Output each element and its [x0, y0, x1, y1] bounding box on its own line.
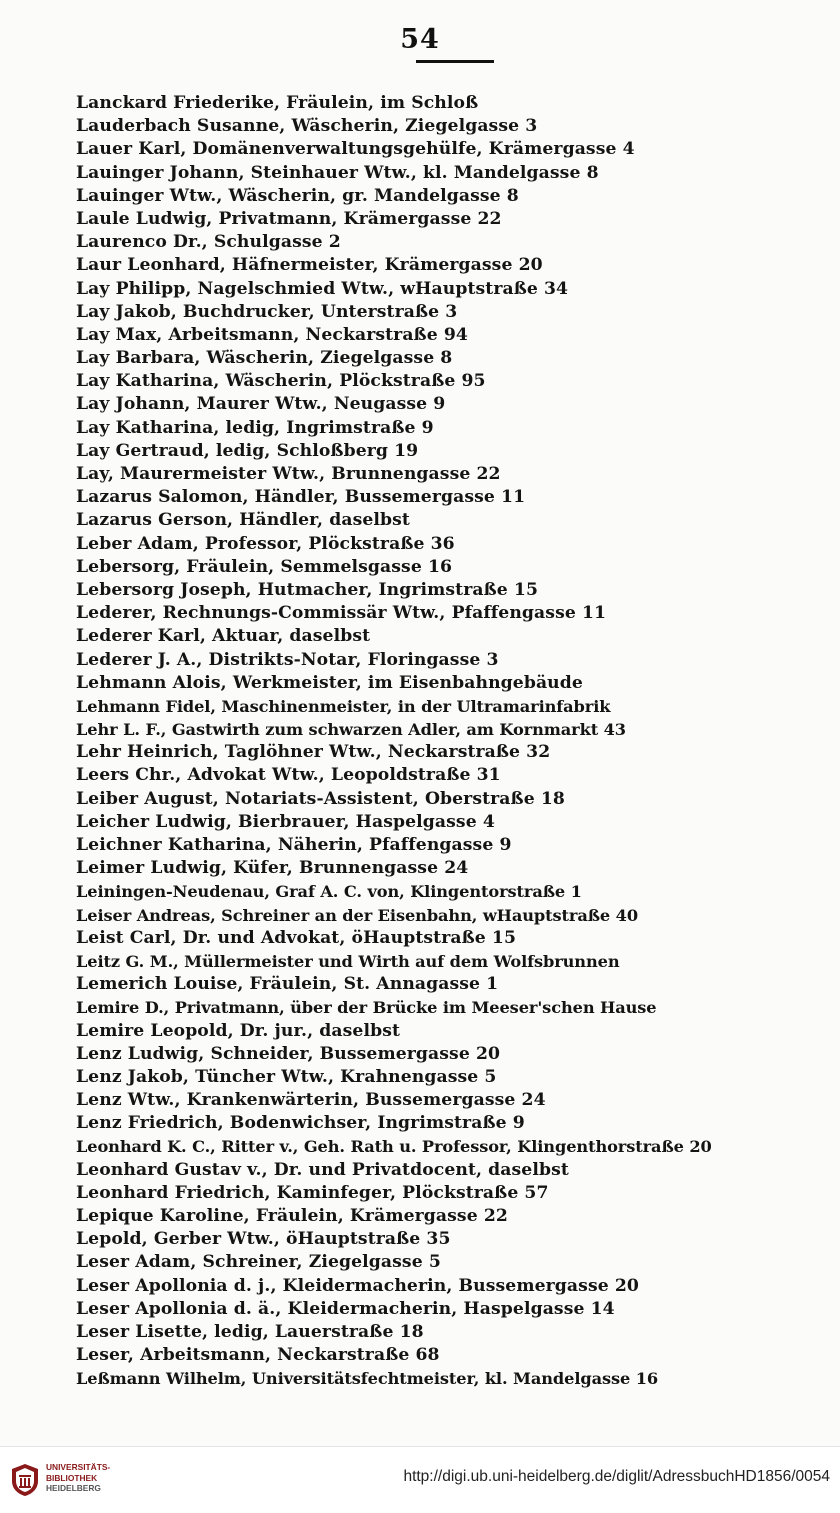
address-entry: Lauinger Johann, Steinhauer Wtw., kl. Mandelgasse 8 [76, 162, 599, 183]
page-number: 54 [400, 24, 440, 55]
address-entry: Lederer, Rechnungs-Commissär Wtw., Pfaffengasse 11 [76, 603, 607, 624]
address-entry: Lehmann Fidel, Maschinenmeister, in der Ultramarinfabrik [76, 696, 611, 716]
address-list [76, 92, 816, 1391]
address-entry: Leicher Ludwig, Bierbrauer, Haspelgasse 4 [76, 811, 495, 832]
address-entry: Lebersorg, Fräulein, Semmelsgasse 16 [76, 556, 453, 577]
address-entry: Leiningen-Neudenau, Graf A. C. von, Klingentorstraße 1 [76, 882, 582, 902]
address-entry: Leitz G. M., Müllermeister und Wirth auf dem Wolfsbrunnen [76, 951, 620, 971]
address-entry: Lay Johann, Maurer Wtw., Neugasse 9 [76, 394, 446, 415]
source-url-link[interactable]: http://digi.ub.uni-heidelberg.de/diglit/AdressbuchHD1856/0054 [403, 1468, 830, 1485]
address-entry: Lauinger Wtw., Wäscherin, gr. Mandelgasse 8 [76, 185, 519, 206]
address-entry: Lederer Karl, Aktuar, daselbst [76, 626, 371, 647]
address-entry: Lay Barbara, Wäscherin, Ziegelgasse 8 [76, 348, 453, 369]
address-entry: Lepold, Gerber Wtw., öHauptstraße 35 [76, 1229, 451, 1250]
address-entry: Lemire Leopold, Dr. jur., daselbst [76, 1020, 401, 1041]
library-logo-text [46, 1462, 110, 1494]
logo-line: BIBLIOTHEK [46, 1472, 98, 1483]
address-entry: Leonhard Friedrich, Kaminfeger, Plöckstraße 57 [76, 1182, 549, 1203]
address-entry: Leimer Ludwig, Küfer, Brunnengasse 24 [76, 858, 469, 879]
address-entry: Lanckard Friederike, Fräulein, im Schloß [76, 93, 479, 113]
address-entry: Lehmann Alois, Werkmeister, im Eisenbahngebäude [76, 672, 583, 693]
address-entry: Laule Ludwig, Privatmann, Krämergasse 22 [76, 208, 502, 229]
address-entry: Lehr Heinrich, Taglöhner Wtw., Neckarstraße 32 [76, 742, 551, 763]
address-entry: Lazarus Salomon, Händler, Bussemergasse 11 [76, 487, 526, 508]
address-entry: Leiber August, Notariats-Assistent, Oberstraße 18 [76, 788, 565, 809]
address-entry: Leonhard K. C., Ritter v., Geh. Rath u. Professor, Klingenthorstraße 20 [76, 1137, 712, 1157]
address-entry: Leser Adam, Schreiner, Ziegelgasse 5 [76, 1252, 441, 1273]
logo-line: HEIDELBERG [46, 1483, 101, 1493]
address-entry: Leichner Katharina, Näherin, Pfaffengasse 9 [76, 835, 512, 855]
address-entry: Laurenco Dr., Schulgasse 2 [76, 232, 341, 253]
address-entry: Lay Katharina, ledig, Ingrimstraße 9 [76, 417, 434, 438]
address-entry: Lay Max, Arbeitsmann, Neckarstraße 94 [76, 324, 468, 345]
address-entry: Lay, Maurermeister Wtw., Brunnengasse 22 [76, 464, 501, 484]
address-entry: Leßmann Wilhelm, Universitätsfechtmeister, kl. Mandelgasse 16 [76, 1369, 659, 1389]
logo-line: UNIVERSITÄTS- [46, 1462, 111, 1472]
address-entry: Leser Apollonia d. ä., Kleidermacherin, Haspelgasse 14 [76, 1298, 615, 1319]
address-entry: Lebersorg Joseph, Hutmacher, Ingrimstraße 15 [76, 579, 539, 600]
address-entry: Laur Leonhard, Häfnermeister, Krämergasse 20 [76, 255, 543, 276]
address-entry: Lenz Ludwig, Schneider, Bussemergasse 20 [76, 1043, 501, 1064]
address-entry: Lazarus Gerson, Händler, daselbst [76, 510, 410, 531]
address-entry: Lenz Friedrich, Bodenwichser, Ingrimstraße 9 [76, 1113, 525, 1134]
address-entry: Leiser Andreas, Schreiner an der Eisenbahn, wHauptstraße 40 [76, 905, 638, 925]
address-entry: Lauer Karl, Domänenverwaltungsgehülfe, Krämergasse 4 [76, 139, 635, 160]
address-entry: Leser Apollonia d. j., Kleidermacherin, Bussemergasse 20 [76, 1275, 639, 1296]
page-number-rule [416, 60, 494, 63]
address-entry: Leers Chr., Advokat Wtw., Leopoldstraße 31 [76, 765, 501, 786]
address-entry: Lay Jakob, Buchdrucker, Unterstraße 3 [76, 301, 458, 322]
address-entry: Lemire D., Privatmann, über der Brücke im Meeser'schen Hause [76, 998, 657, 1018]
address-entry: Lay Philipp, Nagelschmied Wtw., wHauptstraße 34 [76, 278, 569, 299]
address-entry: Lepique Karoline, Fräulein, Krämergasse 22 [76, 1206, 508, 1226]
address-entry: Lemerich Louise, Fräulein, St. Annagasse 1 [76, 974, 499, 995]
address-entry: Lay Gertraud, ledig, Schloßberg 19 [76, 440, 419, 461]
address-entry: Lay Katharina, Wäscherin, Plöckstraße 95 [76, 371, 486, 392]
address-entry: Leser Lisette, ledig, Lauerstraße 18 [76, 1321, 424, 1342]
address-entry: Leonhard Gustav v., Dr. und Privatdocent, daselbst [76, 1159, 569, 1180]
library-seal-icon [10, 1463, 40, 1497]
address-entry: Leist Carl, Dr. und Advokat, öHauptstraße 15 [76, 927, 517, 948]
address-entry: Lederer J. A., Distrikts-Notar, Floringasse 3 [76, 649, 499, 670]
viewer-footer [0, 1446, 840, 1513]
address-entry: Lenz Jakob, Tüncher Wtw., Krahnengasse 5 [76, 1066, 497, 1087]
address-entry: Leser, Arbeitsmann, Neckarstraße 68 [76, 1345, 440, 1366]
address-entry: Lauderbach Susanne, Wäscherin, Ziegelgasse 3 [76, 116, 538, 137]
address-entry: Lehr L. F., Gastwirth zum schwarzen Adler, am Kornmarkt 43 [76, 720, 626, 740]
address-entry: Lenz Wtw., Krankenwärterin, Bussemergasse 24 [76, 1090, 546, 1111]
address-entry: Leber Adam, Professor, Plöckstraße 36 [76, 533, 455, 554]
